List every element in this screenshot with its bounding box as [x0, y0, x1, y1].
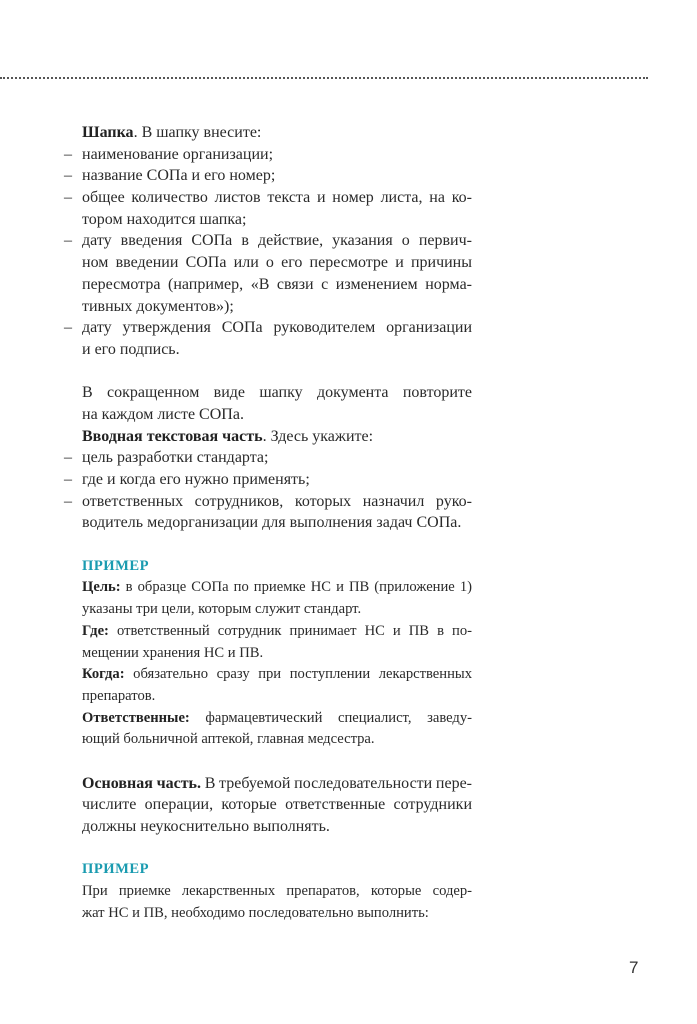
line-text: где и когда его нужно применять;	[82, 471, 310, 488]
example-paragraph	[82, 621, 472, 664]
text-line	[82, 599, 472, 621]
list-item	[64, 230, 472, 317]
dash-bullet: –	[64, 167, 72, 185]
paragraph	[82, 122, 472, 144]
dotted-separator	[0, 77, 648, 79]
bold-lead: Ответственные:	[82, 709, 190, 726]
text-line	[64, 491, 472, 513]
bold-lead: Где:	[82, 622, 109, 639]
line-text: обязательно сразу при поступлении лекарственных	[124, 666, 472, 683]
text-line	[82, 382, 472, 404]
line-text: тивных документов»);	[82, 297, 234, 315]
text-line	[82, 426, 472, 448]
text-line	[64, 187, 472, 209]
line-text: ПРИМЕР	[82, 861, 150, 878]
line-text: В требуемой последовательности пере-	[201, 774, 473, 792]
paragraph	[82, 426, 472, 448]
line-text: мещении хранения НС и ПВ.	[82, 644, 264, 661]
text-line	[82, 621, 472, 643]
dash-bullet: –	[64, 232, 72, 250]
text-line	[82, 556, 472, 578]
line-text: ответственных сотрудников, которых назначил руко-	[82, 492, 472, 510]
text-line	[82, 794, 472, 816]
line-text: цель разработки стандарта;	[82, 449, 269, 467]
paragraph	[82, 773, 472, 838]
page-number: 7	[629, 958, 639, 977]
paragraph	[82, 382, 472, 425]
text-line	[64, 469, 472, 491]
example-heading	[82, 859, 472, 881]
line-text: . Здесь укажите:	[262, 427, 374, 445]
line-text: водитель медорганизации для выполнения задач СОПа.	[82, 514, 462, 532]
list-item	[64, 447, 472, 469]
bold-lead: Цель:	[82, 579, 121, 596]
text-line	[82, 708, 472, 730]
line-text: наименование организации;	[82, 145, 274, 163]
text-line	[82, 404, 472, 426]
text-line	[82, 773, 472, 795]
line-text: ющий больничной аптекой, главная медсестра.	[82, 731, 375, 748]
dash-bullet: –	[64, 492, 72, 510]
text-line	[82, 577, 472, 599]
line-text: и его подпись.	[82, 340, 180, 358]
text-line	[64, 317, 472, 339]
example-paragraph	[82, 708, 472, 751]
line-text: ПРИМЕР	[82, 557, 150, 574]
line-text: препаратов.	[82, 687, 156, 704]
dash-bullet: –	[64, 471, 72, 488]
list-item	[64, 317, 472, 360]
text-line	[82, 643, 472, 665]
text-line	[82, 686, 472, 708]
text-line	[82, 512, 472, 534]
text-line	[64, 165, 472, 187]
example-paragraph	[82, 881, 472, 924]
line-text: общее количество листов текста и номер листа, на ко-	[82, 189, 472, 207]
text-line	[82, 296, 472, 318]
line-text: числите операции, которые ответственные сотрудники	[82, 796, 472, 814]
bold-lead: Шапка	[82, 124, 134, 141]
line-text: дату утверждения СОПа руководителем организации	[82, 319, 472, 337]
line-text: ном введении СОПа или о его пересмотре и причины	[82, 254, 472, 272]
line-text: . В шапку внесите:	[133, 124, 262, 141]
line-text: пересмотра (например, «В связи с изменением норма-	[82, 275, 472, 293]
line-text: должны неукоснительно выполнять.	[82, 818, 330, 835]
list-item	[64, 165, 472, 187]
example-heading	[82, 556, 472, 578]
text-line	[82, 209, 472, 231]
text-line	[82, 859, 472, 881]
line-text: название СОПа и его номер;	[82, 167, 276, 185]
line-text: на каждом листе СОПа.	[82, 405, 244, 423]
text-line	[82, 881, 472, 903]
line-text: указаны три цели, которым служит стандарт.	[82, 601, 362, 618]
dash-bullet: –	[64, 189, 72, 207]
line-text: в образце СОПа по приемке НС и ПВ (приложение 1)	[120, 579, 472, 596]
text-line	[82, 252, 472, 274]
line-text: жат НС и ПВ, необходимо последовательно выполнить:	[82, 904, 429, 921]
blank-line	[82, 838, 472, 860]
blank-line	[82, 534, 472, 556]
text-line	[82, 664, 472, 686]
dash-bullet: –	[64, 145, 72, 163]
dash-bullet: –	[64, 449, 72, 467]
text-line	[82, 816, 472, 838]
bold-lead: Основная часть.	[82, 774, 202, 792]
line-text: тором находится шапка;	[82, 210, 247, 228]
list-item	[64, 187, 472, 230]
line-text: ответственный сотрудник принимает НС и ПВ в по-	[108, 622, 472, 639]
text-line	[64, 230, 472, 252]
example-paragraph	[82, 664, 472, 707]
example-paragraph	[82, 577, 472, 620]
blank-line	[82, 361, 472, 383]
line-text: дату введения СОПа в действие, указания о первич-	[82, 232, 472, 250]
text-line	[82, 339, 472, 361]
text-line	[82, 122, 472, 144]
blank-line	[82, 751, 472, 773]
text-line	[64, 144, 472, 166]
line-text: При приемке лекарственных препаратов, которые содер-	[82, 883, 472, 900]
text-line	[64, 447, 472, 469]
list-item	[64, 491, 472, 534]
bold-lead: Вводная текстовая часть	[82, 427, 263, 445]
text-line	[82, 903, 472, 925]
text-line	[82, 729, 472, 751]
line-text: В сокращенном виде шапку документа повторите	[82, 384, 472, 402]
line-text: фармацевтический специалист, заведу-	[189, 709, 472, 726]
document-body	[64, 122, 473, 924]
text-line	[82, 274, 472, 296]
list-item	[64, 144, 472, 166]
list-item	[64, 469, 472, 491]
dash-bullet: –	[64, 319, 72, 337]
bold-lead: Когда:	[82, 666, 125, 683]
